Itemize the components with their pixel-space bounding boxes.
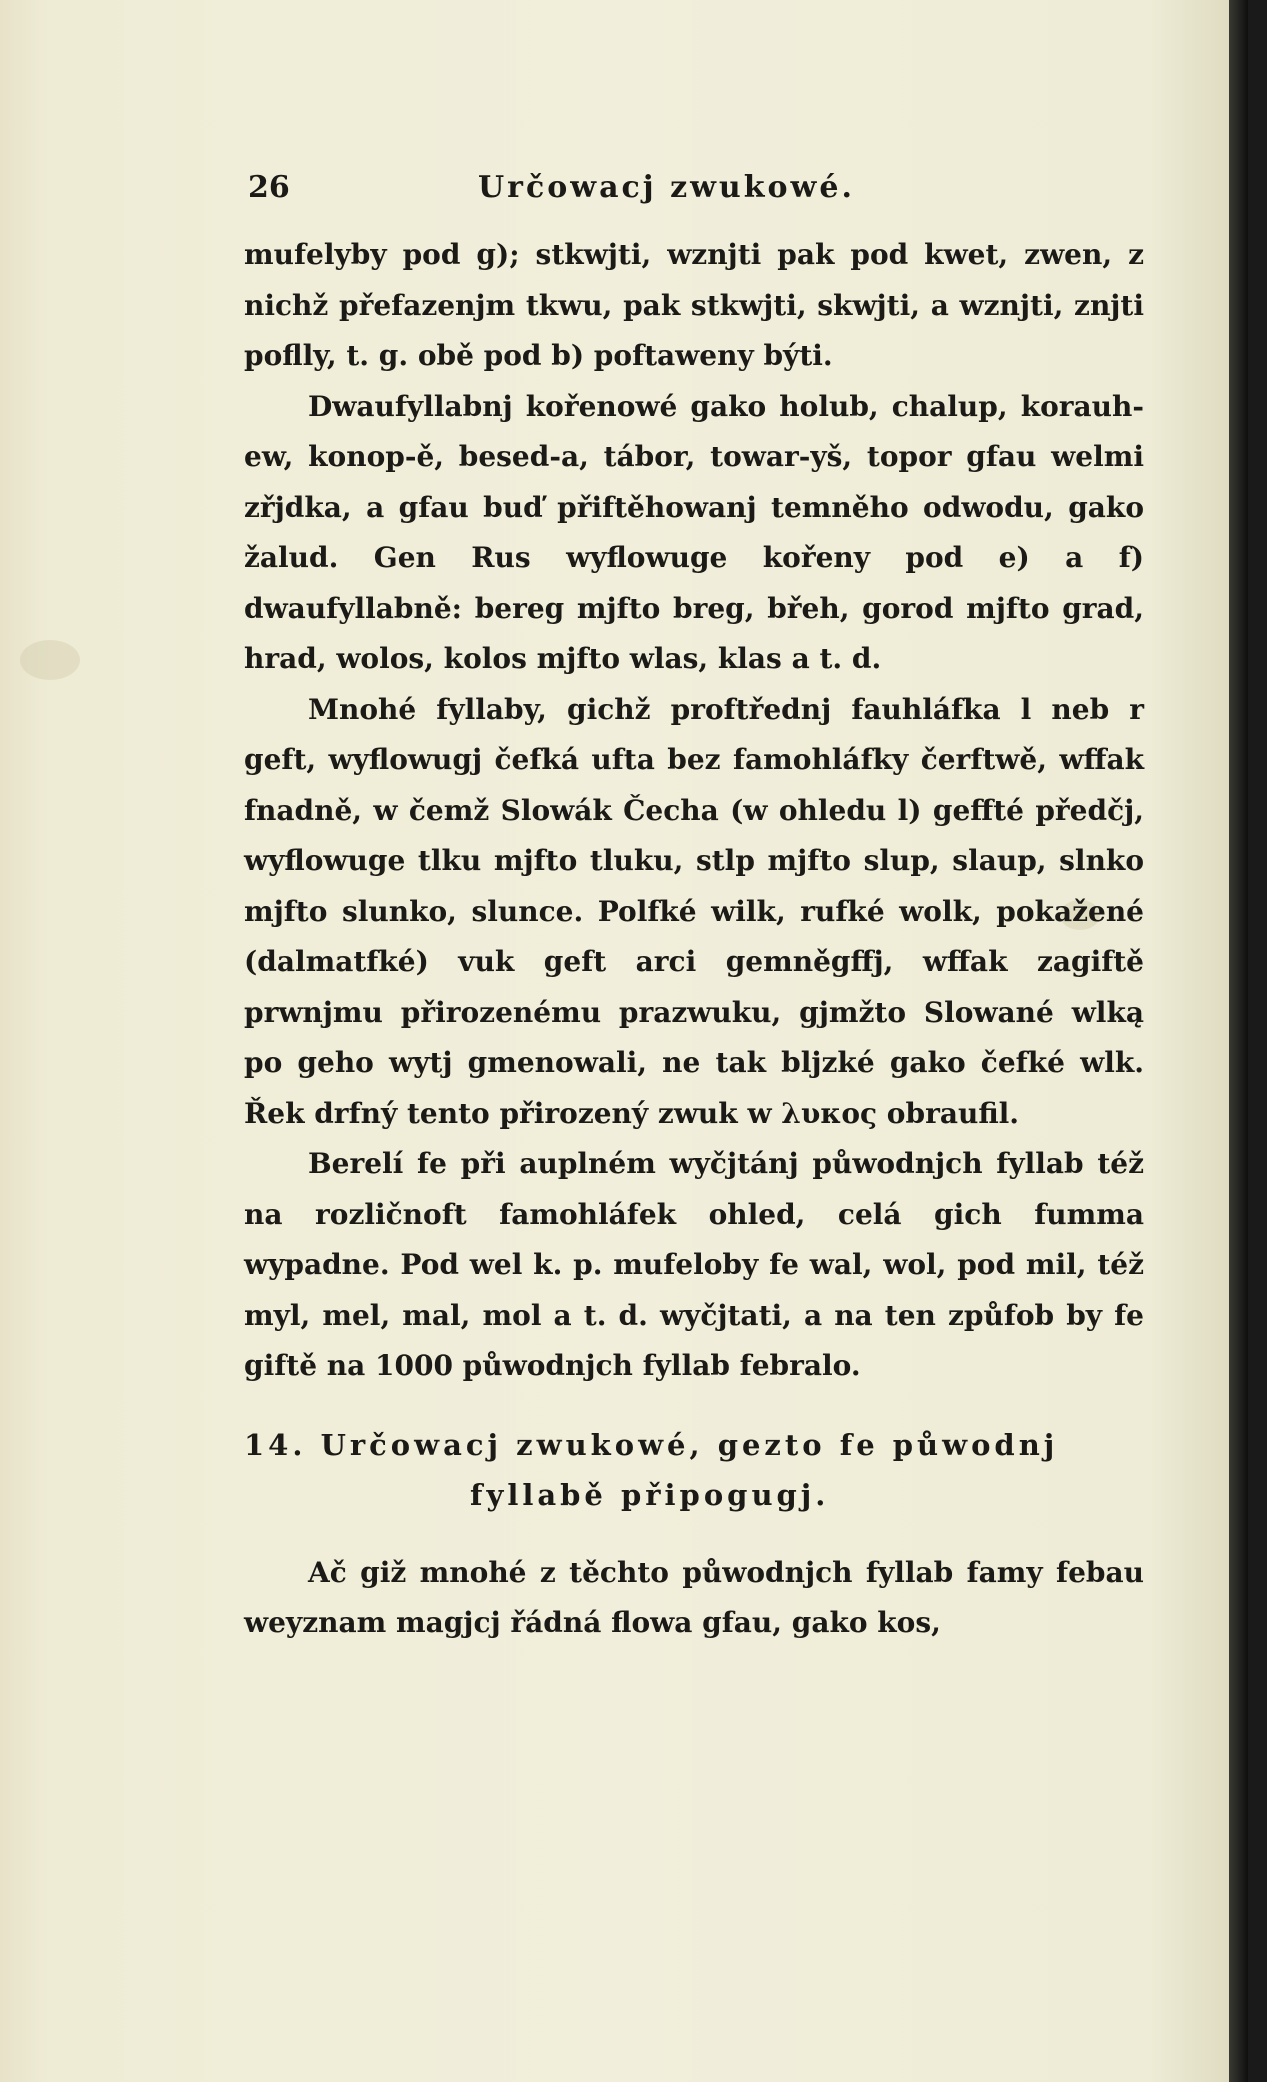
body-text — [244, 230, 1144, 1649]
section-heading — [244, 1420, 1144, 1520]
page-header — [248, 170, 1178, 218]
paragraph: Mnohé fyllaby, gichž proftřednj fauhláfka l neb r geft, wyflowugj čefká ufta bez famohláfky čerftwě, wffak fnadně, w čemž Slowák Čecha (w ohledu l) geffté předčj, wyflowuge tlku mjfto tluku, stlp mjfto slup, slaup, slnko mjfto slunko, slunce. Polfké wilk, rufké wolk, pokažené (dalmatfké) vuk geft arci gemněgffj, wffak zagiftě prwnjmu přirozenému prazwuku, gjmžto Slowané wlką po geho wytj gmenowali, ne tak bljzké gako čefké wlk. Řek drfný tento přirozený zwuk w λυκος obraufil. — [244, 692, 1144, 1130]
running-head: Určowacj zwukowé. — [478, 170, 855, 205]
section-title-line1: Určowacj zwukowé, gezto fe půwodnj — [320, 1427, 1059, 1462]
section-number: 14. — [244, 1427, 307, 1462]
paper-stain — [20, 640, 80, 680]
paragraph: Berelí fe při auplném wyčjtánj půwodnjch fyllab též na rozličnoft famohláfek ohled, celá gich fumma wypadne. Pod wel k. p. mufeloby fe wal, wol, pod mil, též myl, mel, mal, mol a t. d. wyčjtati, a na ten způfob by fe giftě na 1000 půwodnjch fyllab febralo. — [244, 1147, 1144, 1382]
paragraph: mufelyby pod g); stkwjti, wznjti pak pod kwet, zwen, z nichž přefazenjm tkwu, pak stkwjti, skwjti, a wznjti, znjti poflly, t. g. obě pod b) poftaweny býti. — [244, 238, 1144, 372]
page-edge-shadow — [1229, 0, 1248, 2082]
paragraph: Ač giž mnohé z těchto půwodnjch fyllab famy febau weyznam magjcj řádná flowa gfau, gako kos, — [244, 1555, 1144, 1639]
paragraph: Dwaufyllabnj kořenowé gako holub, chalup, korauh-ew, konop-ě, besed-a, tábor, towar-yš, topor gfau welmi zřjdka, a gfau buď přiftěhowanj temněho odwodu, gako žalud. Gen Rus wyflowuge kořeny pod e) a f) dwaufyllabně: bereg mjfto breg, břeh, gorod mjfto grad, hrad, wolos, kolos mjfto wlas, klas a t. d. — [244, 389, 1144, 675]
section-title-line2: fyllabě připogugj. — [470, 1477, 830, 1512]
page-number: 26 — [248, 170, 290, 205]
